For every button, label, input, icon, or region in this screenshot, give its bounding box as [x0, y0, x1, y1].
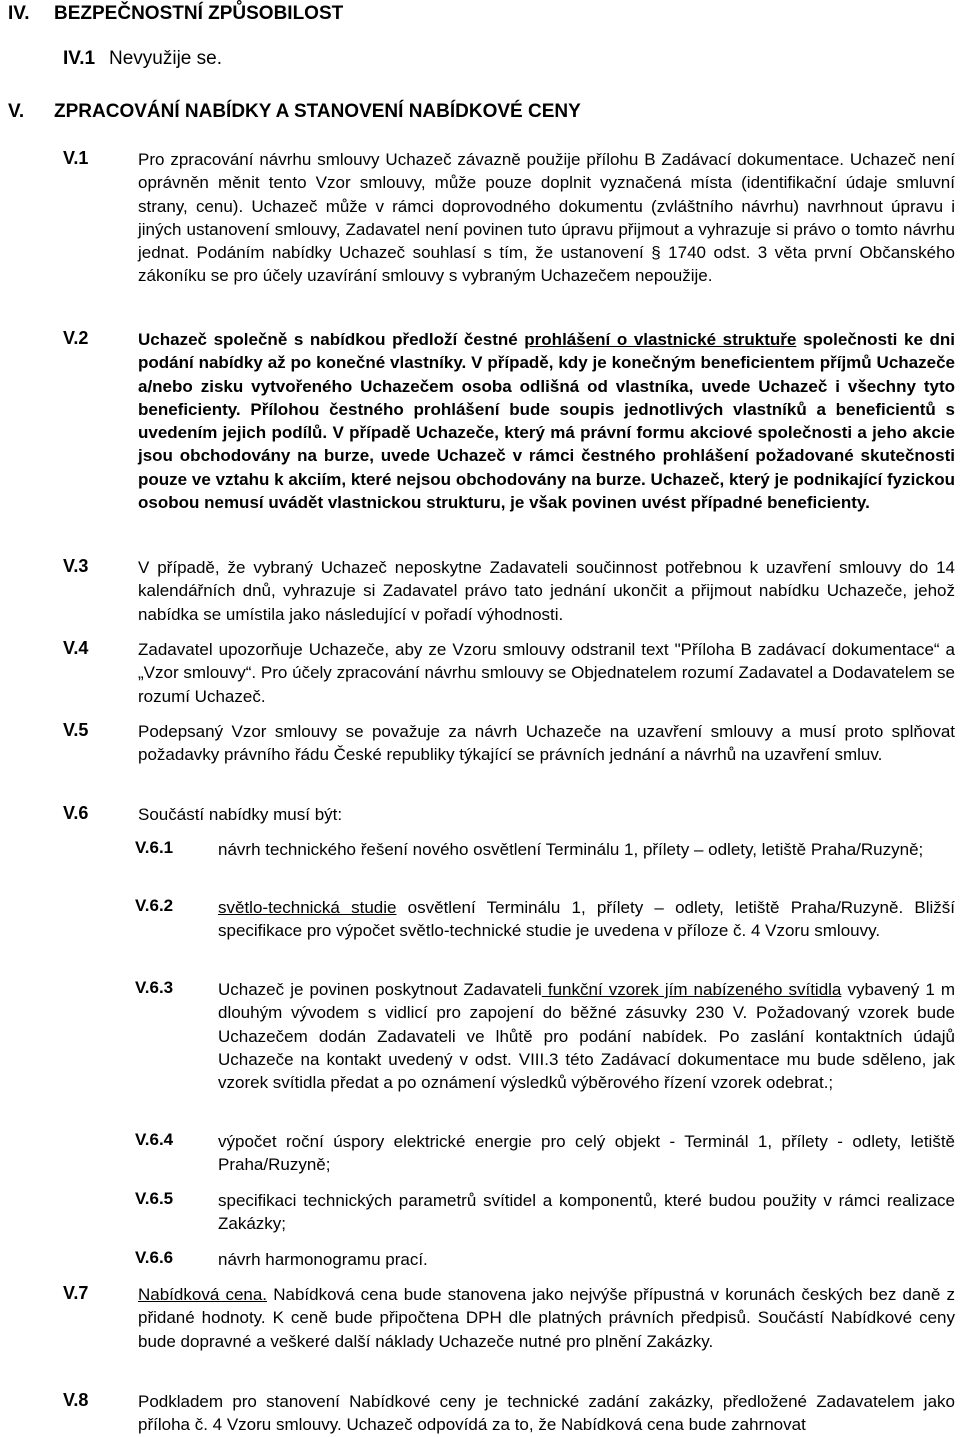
- item-number: V.6.2: [135, 896, 174, 915]
- section-text: Podepsaný Vzor smlouvy se považuje za návrh Uchazeče na uzavření smlouvy a musí proto splňovat požadavky právního řádu České republiky týkající se právních jednání a návrhů na uzavření smluv.: [138, 722, 955, 765]
- underlined-text: světlo-technická studie: [218, 898, 397, 917]
- section-text: Pro zpracování návrhu smlouvy Uchazeč závazně použije přílohu B Zadávací dokumentace. Uchazeč není oprávněn měnit tento Vzor smlouvy, může pouze doplnit vyznačená místa (identifikační údaje smluvní strany, cenu). Uchazeč může v rámci doprovodného dokumentu (zvláštního návrhu) navrhnout úpravu i jiných ustanovení smlouvy, Zadavatel není povinen tuto úpravu přijmout a vyhrazuje si právo o tomto návrhu jednat. Podáním nabídky Uchazeč souhlasí s tím, že ustanovení § 1740 odst. 3 věta první Občanského zákoníku se pro účely uzavírání smlouvy s vybraným Uchazečem nepoužije.: [138, 150, 955, 286]
- text-part: Nabídková cena bude stanovena jako nejvýše přípustná v korunách českých bez daně z přidané hodnoty. K ceně bude připočtena DPH dle platných právních předpisů. Součástí Nabídkové ceny bude dopravné a veškeré další náklady Uchazeče nutné pro plnění Zakázky.: [138, 1285, 955, 1351]
- item-text: specifikaci technických parametrů svítidel a komponentů, které budou použity v rámci realizace Zakázky;: [218, 1191, 955, 1234]
- section-number: V.2: [63, 328, 89, 348]
- item-number: V.6.6: [135, 1248, 174, 1267]
- section-number: V.5: [63, 720, 89, 740]
- item-text: [218, 896, 955, 943]
- section-v8: [63, 1390, 955, 1437]
- text-part: Uchazeč společně s nabídkou předloží čestné: [138, 330, 525, 349]
- section-number: V.4: [63, 638, 89, 658]
- item-v65: [135, 1189, 955, 1236]
- heading-v-title: ZPRACOVÁNÍ NABÍDKY A STANOVENÍ NABÍDKOVÉ CENY: [54, 101, 581, 122]
- section-text: Zadavatel upozorňuje Uchazeče, aby ze Vzoru smlouvy odstranil text "Příloha B zadávací dokumentace“ a „Vzor smlouvy“. Pro účely zpracování návrhu smlouvy se Objednatelem rozumí Zadavatel a Dodavatelem se rozumí Uchazeč.: [138, 640, 955, 706]
- section-text: V případě, že vybraný Uchazeč neposkytne Zadavateli součinnost potřebnou k uzavření smlouvy do 14 kalendářních dnů, vyhrazuje si Zadavatel právo tato jednání ukončit a přijmout nabídku Uchazeče, jehož nabídka se umístila jako následující v pořadí výhodnosti.: [138, 558, 955, 624]
- section-v1: [63, 148, 955, 288]
- section-v5: [63, 720, 955, 767]
- section-number: V.3: [63, 556, 89, 576]
- section-number: V.1: [63, 148, 89, 168]
- section-text: [138, 1283, 955, 1353]
- heading-iv1-number: IV.1: [63, 48, 96, 69]
- underlined-text: prohlášení o vlastnické struktuře: [524, 330, 797, 349]
- item-text: [218, 978, 955, 1094]
- underlined-text: funkční vzorek jím nabízeného svítidla: [541, 980, 842, 999]
- text-part: společnosti ke dni podání nabídky až po konečné vlastníky. V případě, kdy je konečným beneficientem příjmů Uchazeče a/nebo zisku vytvořeného Uchazečem osoba odlišná od vlastníka, uvede Uchazeč i všechny tyto beneficienty. Přílohou čestného prohlášení bude soupis jednotlivých vlastníků a beneficientů s uvedením jejich podílů. V případě Uchazeče, který má právní formu akciové společnosti a jeho akcie jsou obchodovány na burze, uvede Uchazeč v rámci čestného prohlášení požadované skutečnosti pouze ve vztahu k akciím, které nejsou obchodovány na burze. Uchazeč, který je podnikající fyzickou osobou nemusí uvádět vlastnickou strukturu, je však povinen uvést případné beneficienty.: [138, 330, 955, 513]
- heading-iv1-text: Nevyužije se.: [109, 48, 222, 69]
- heading-v-number: V.: [8, 101, 25, 122]
- underlined-text: Nabídková cena.: [138, 1285, 268, 1304]
- item-v64: [135, 1130, 955, 1177]
- heading-iv-title: BEZPEČNOSTNÍ ZPŮSOBILOST: [54, 3, 344, 24]
- item-number: V.6.3: [135, 978, 174, 997]
- section-number: V.6: [63, 803, 89, 823]
- section-text: Součástí nabídky musí být:: [138, 805, 343, 824]
- text-part: vybavený 1 m dlouhým vývodem s vidlicí pro zapojení do běžné zásuvky 230 V. Požadovaný vzorek bude Uchazečem dodán Zadavateli ve lhůtě pro podání nabídek. Po zaslání kontaktních údajů Uchazeče na kontakt uvedený v odst. VIII.3 této Zadávací dokumentace mu bude sděleno, jak vzorek svítidla předat a po oznámení výsledků výběrového řízení vzorek odebrat.;: [218, 980, 955, 1093]
- section-v6: [63, 803, 955, 826]
- item-v63: [135, 978, 955, 1094]
- item-v61: [135, 838, 955, 861]
- section-number: V.7: [63, 1283, 89, 1303]
- section-number: V.8: [63, 1390, 89, 1410]
- text-part: Uchazeč je povinen poskytnout Zadavateli: [218, 980, 542, 999]
- item-v62: [135, 896, 955, 943]
- item-number: V.6.5: [135, 1189, 174, 1208]
- section-v7: [63, 1283, 955, 1353]
- item-text: návrh technického řešení nového osvětlení Terminálu 1, přílety – odlety, letiště Praha/Ruzyně;: [218, 840, 924, 859]
- item-number: V.6.4: [135, 1130, 174, 1149]
- heading-iv: [8, 3, 343, 25]
- heading-iv1: [63, 48, 222, 70]
- item-number: V.6.1: [135, 838, 174, 857]
- heading-v: [8, 101, 581, 123]
- section-v4: [63, 638, 955, 708]
- section-v3: [63, 556, 955, 626]
- section-v2: [63, 328, 955, 514]
- section-text: [138, 328, 955, 514]
- text-part: osvětlení Terminálu 1, přílety – odlety, letiště Praha/Ruzyně. Bližší specifikace pro výpočet světlo-technické studie je uvedena v příloze č. 4 Vzoru smlouvy.: [218, 898, 955, 941]
- item-text: návrh harmonogramu prací.: [218, 1250, 428, 1269]
- section-text: Podkladem pro stanovení Nabídkové ceny je technické zadání zakázky, předložené Zadavatelem jako příloha č. 4 Vzoru smlouvy. Uchazeč odpovídá za to, že Nabídková cena bude zahrnovat: [138, 1392, 955, 1435]
- item-v66: [135, 1248, 955, 1271]
- item-text: výpočet roční úspory elektrické energie pro celý objekt - Terminál 1, přílety - odlety, letiště Praha/Ruzyně;: [218, 1132, 955, 1175]
- heading-iv-number: IV.: [8, 3, 30, 24]
